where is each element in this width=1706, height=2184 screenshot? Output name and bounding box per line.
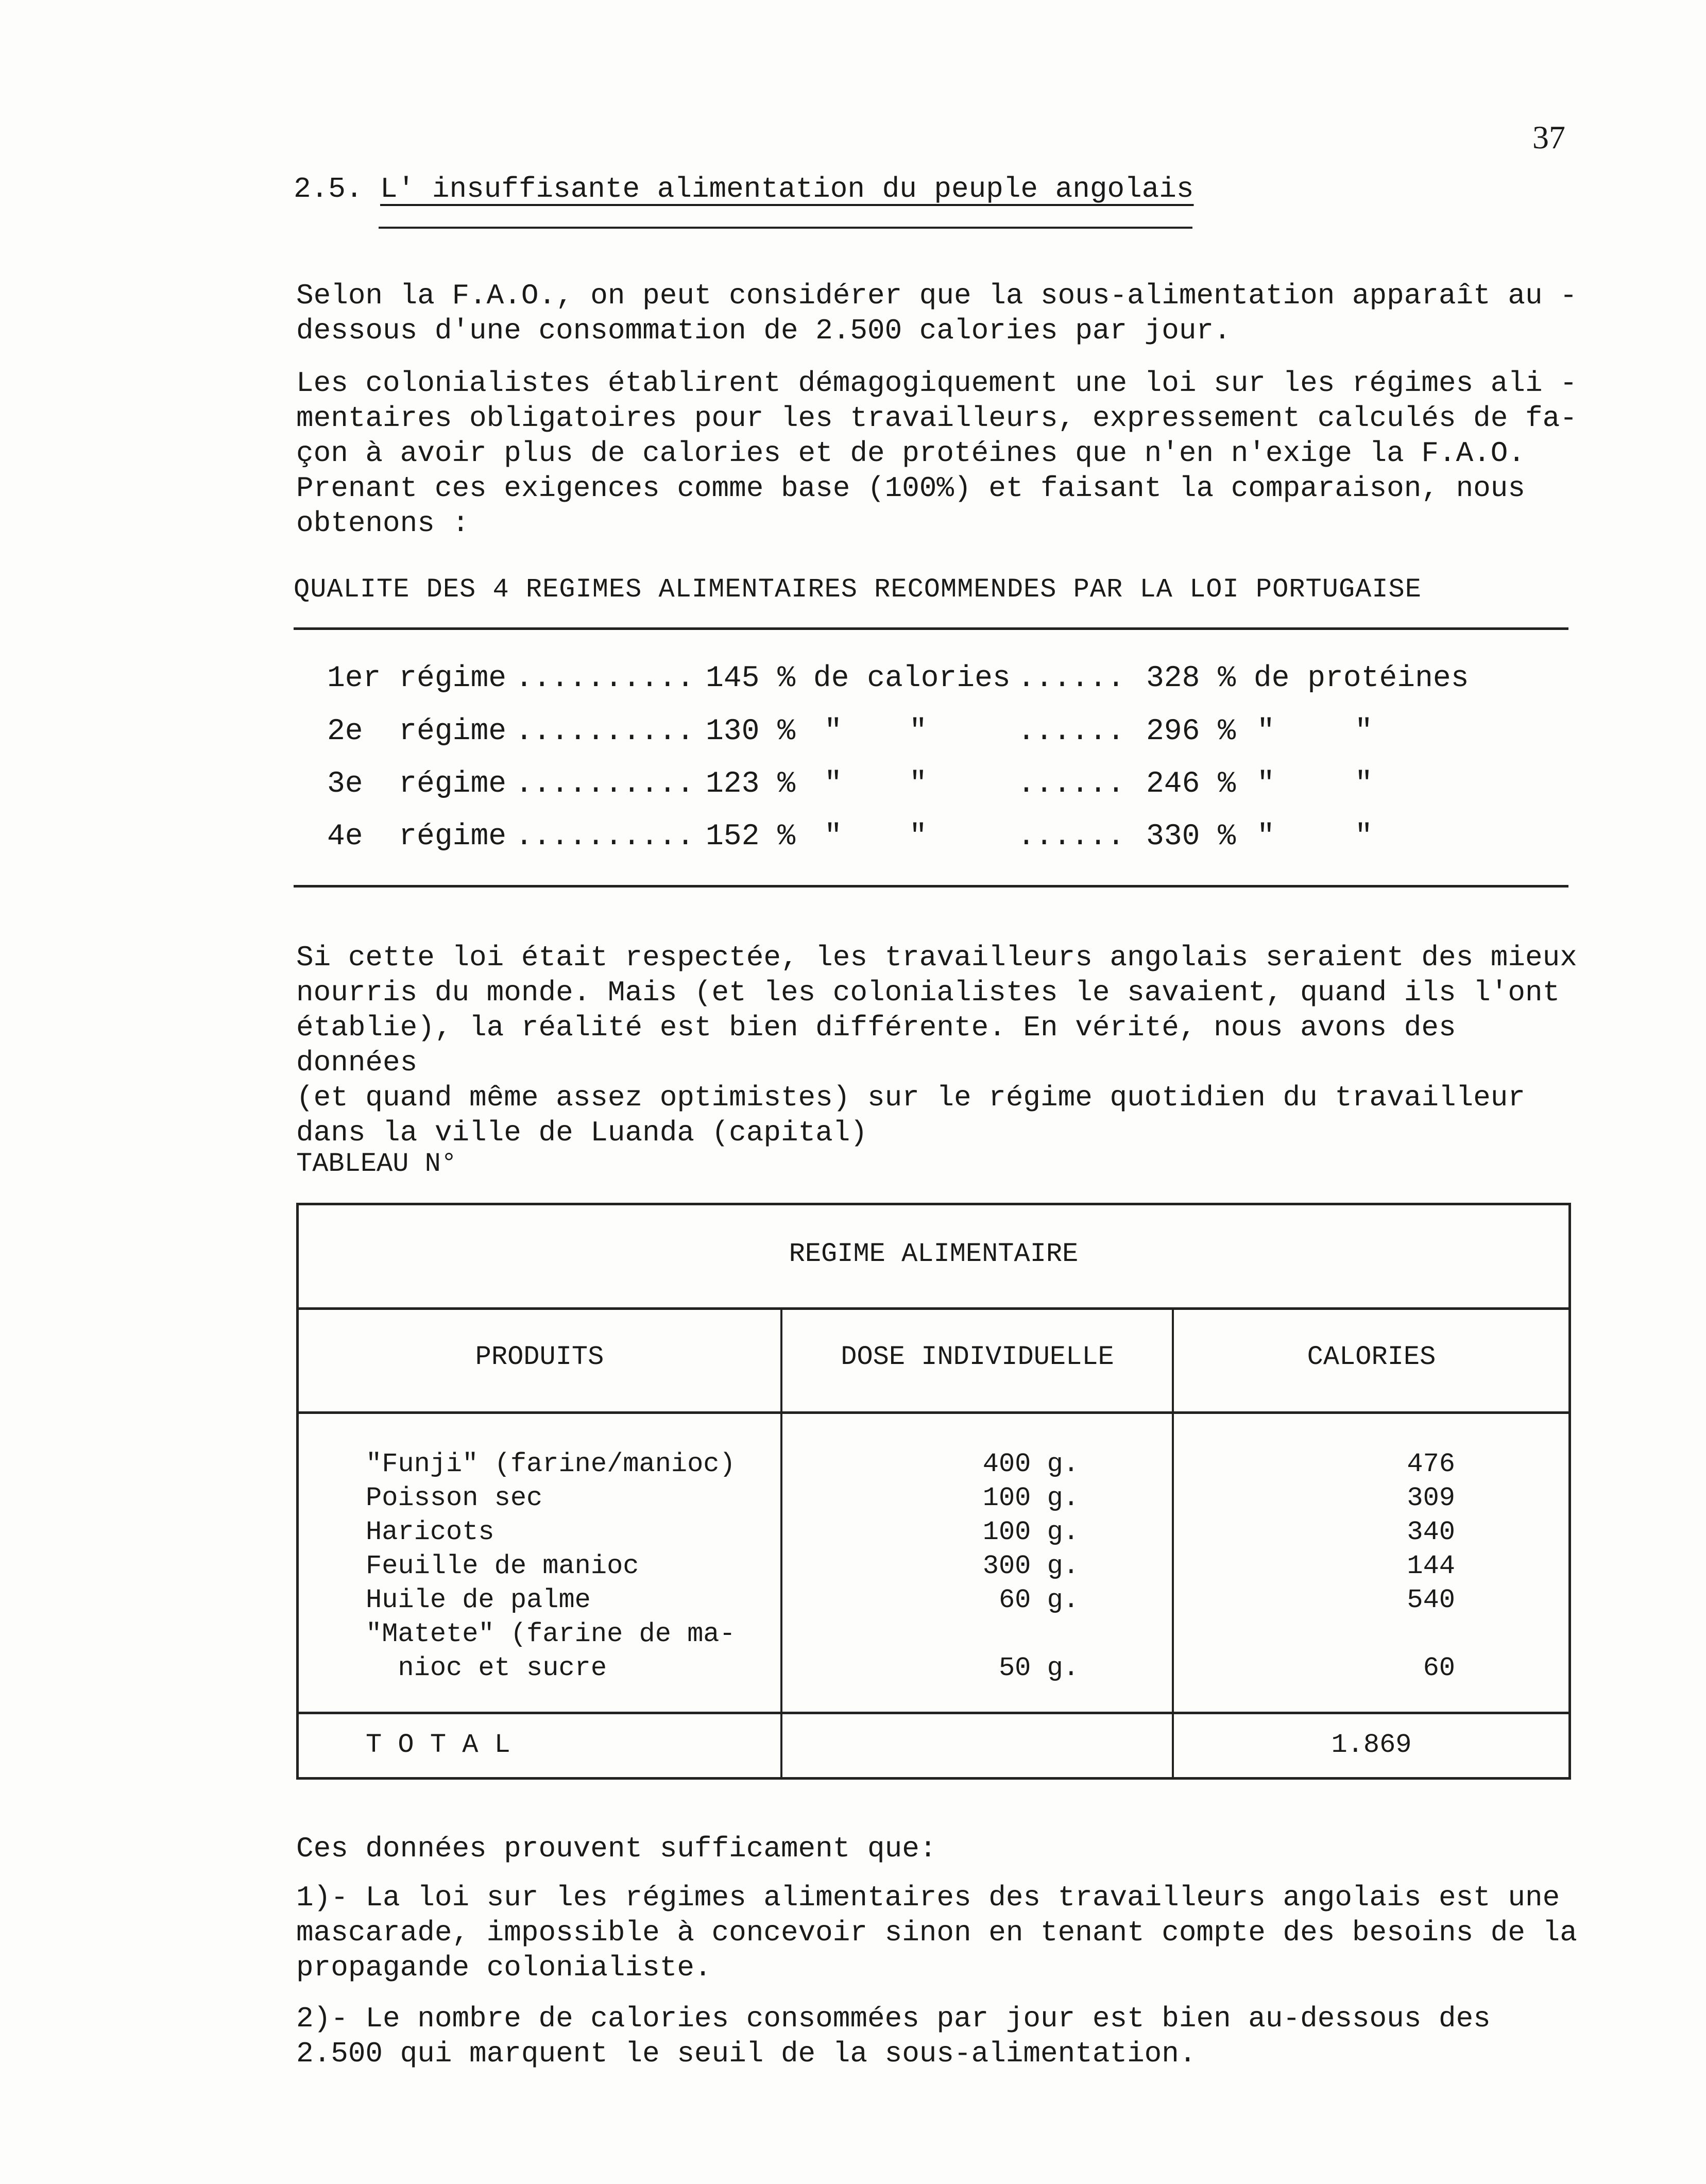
regime-name: 2e régime [327, 715, 507, 748]
ditto-mark: " [909, 715, 927, 748]
column-divider [780, 1307, 782, 1777]
regime-calories: 130 % [706, 715, 796, 748]
ditto-mark: " [1355, 715, 1373, 748]
heading-number: 2.5. [294, 173, 363, 206]
doses-list: 400 g. 100 g. 100 g. 300 g. 60 g. 50 g. [982, 1449, 1079, 1683]
paragraph-conclusion: Ces données prouvent sufficament que: [296, 1832, 937, 1865]
dot-leader: .......... [515, 820, 695, 854]
column-header-calories: CALORIES [1307, 1342, 1436, 1372]
ditto-mark: " [1257, 767, 1275, 801]
table-label: TABLEAU N° [296, 1149, 457, 1179]
regime-row [0, 715, 1706, 756]
table-rule [299, 1307, 1568, 1310]
dot-leader: ...... [1017, 715, 1125, 748]
heading-title: L' insuffisante alimentation du peuple angolais [380, 173, 1194, 206]
column-header-products: PRODUITS [475, 1342, 604, 1372]
ditto-mark: " [1355, 820, 1373, 854]
ditto-mark: " [1355, 767, 1373, 801]
dot-leader: ...... [1017, 767, 1125, 801]
paragraph-reality: Si cette loi était respectée, les travailleurs angolais seraient des mieux nourris du monde. Mais (et les colonialistes le savaient, quand ils l'ont établie), la réalité est bien différente. En vérité, nous avons des données (et quand même assez optimistes) sur le régime quotidien du travailleur dans la ville de Luanda (capital) [296, 941, 1577, 1149]
heading-double-rule [379, 227, 1192, 229]
page-number: 37 [1532, 119, 1565, 156]
conclusion-point-1: 1)- La loi sur les régimes alimentaires des travailleurs angolais est une mascarade, impossible à concevoir sinon en tenant compte des besoins de la propagande colonialiste. [296, 1881, 1577, 1984]
ditto-mark: " [909, 767, 927, 801]
regime-row [0, 767, 1706, 809]
ditto-mark: " [824, 767, 842, 801]
regime-name: 1er régime [327, 662, 507, 695]
ditto-mark: " [1257, 820, 1275, 854]
regimes-bottom-rule [294, 885, 1568, 888]
regime-proteins: 328 % de protéines [1146, 662, 1469, 695]
dot-leader: .......... [515, 767, 695, 801]
table-title: REGIME ALIMENTAIRE [789, 1239, 1079, 1269]
regimes-title: QUALITE DES 4 REGIMES ALIMENTAIRES RECOMMENDES PAR LA LOI PORTUGAISE [294, 574, 1422, 605]
total-value: 1.869 [1331, 1730, 1412, 1760]
total-label: T O T A L [366, 1730, 510, 1760]
section-heading [294, 173, 1194, 206]
regime-proteins: 246 % [1146, 767, 1236, 801]
table-rule [299, 1411, 1568, 1414]
paragraph-fao: Selon la F.A.O., on peut considérer que la sous-alimentation apparaît au - dessous d'une consommation de 2.500 calories par jour. [296, 279, 1577, 347]
ditto-mark: " [1257, 715, 1275, 748]
regime-row [0, 820, 1706, 861]
regime-name: 4e régime [327, 820, 507, 854]
products-list: "Funji" (farine/manioc) Poisson sec Haricots Feuille de manioc Huile de palme "Matete" (farine de ma- nioc et sucre [366, 1449, 736, 1683]
dot-leader: .......... [515, 715, 695, 748]
regime-calories: 145 % de calories [706, 662, 1011, 695]
regime-proteins: 330 % [1146, 820, 1236, 854]
dot-leader: ...... [1017, 820, 1125, 854]
regime-calories: 123 % [706, 767, 796, 801]
calories-list: 476 309 340 144 540 60 [1407, 1449, 1455, 1683]
food-table [296, 1203, 1571, 1780]
column-divider [1172, 1307, 1174, 1777]
ditto-mark: " [909, 820, 927, 854]
dot-leader: .......... [515, 662, 695, 695]
dot-leader: ...... [1017, 662, 1125, 695]
regime-name: 3e régime [327, 767, 507, 801]
ditto-mark: " [824, 820, 842, 854]
regimes-top-rule [294, 627, 1568, 630]
column-header-dose: DOSE INDIVIDUELLE [841, 1342, 1114, 1372]
ditto-mark: " [824, 715, 842, 748]
paragraph-law: Les colonialistes établirent démagogiquement une loi sur les régimes ali - mentaires obligatoires pour les travailleurs, expressement calculés de fa- çon à avoir plus de calories et de protéines que n'en n'exige la F.A.O. Prenant ces exigences comme base (100%) et faisant la comparaison, nous obtenons : [296, 367, 1577, 540]
regime-calories: 152 % [706, 820, 796, 854]
regime-row [0, 662, 1706, 703]
table-rule [299, 1712, 1568, 1714]
conclusion-point-2: 2)- Le nombre de calories consommées par jour est bien au-dessous des 2.500 qui marquent le seuil de la sous-alimentation. [296, 2002, 1491, 2070]
regime-proteins: 296 % [1146, 715, 1236, 748]
